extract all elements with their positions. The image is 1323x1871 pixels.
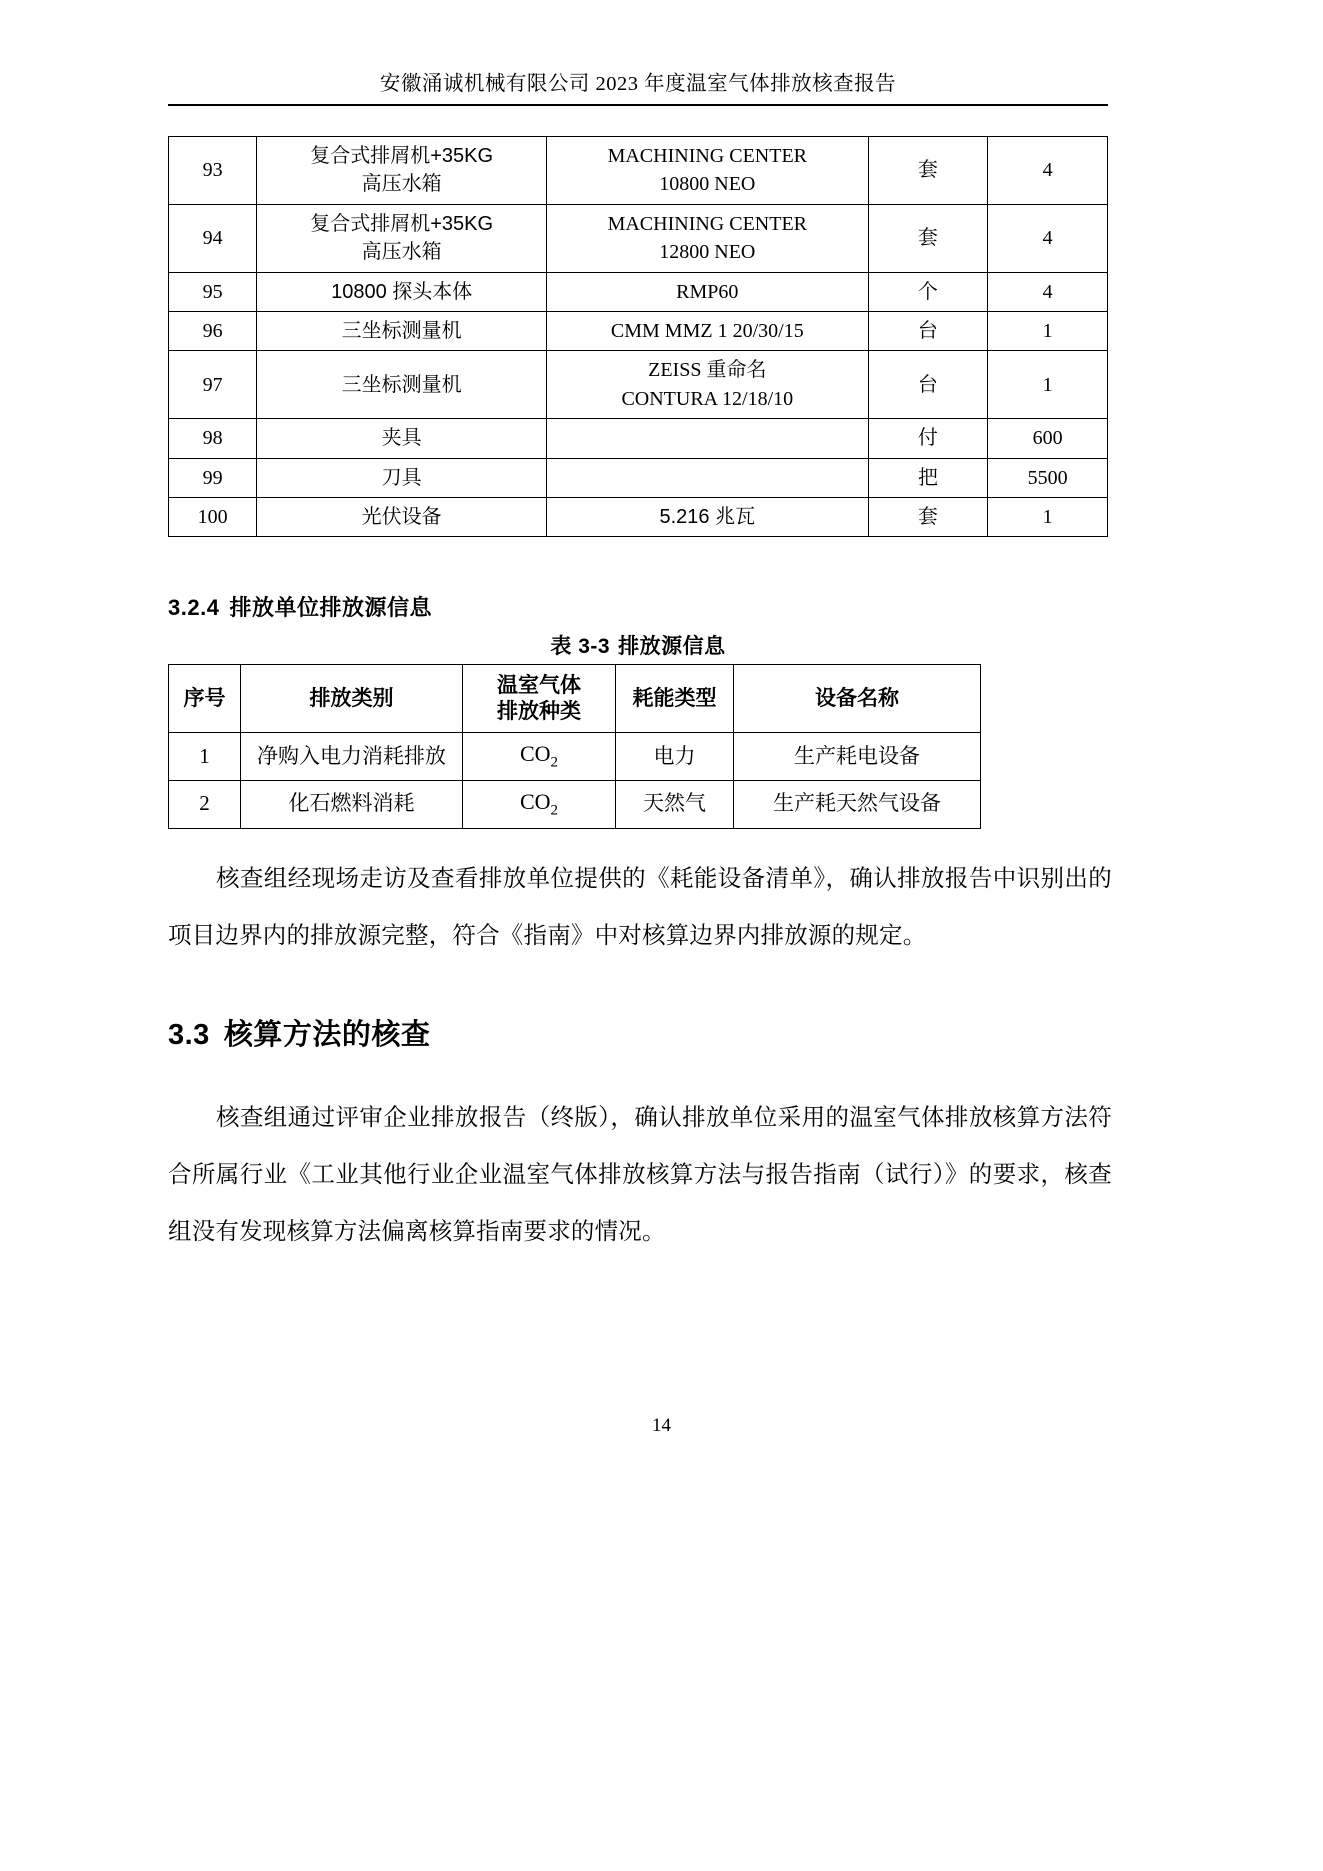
- source-energy: 电力: [616, 733, 734, 781]
- equip-model-line1: MACHINING CENTER: [607, 145, 808, 167]
- equip-name: [257, 137, 547, 205]
- source-no: 2: [169, 780, 241, 828]
- table-row: [169, 733, 981, 781]
- equipment-table-container: [168, 136, 1108, 537]
- equip-model-line1: ZEISS 重命名: [648, 359, 767, 382]
- section-title: 排放单位排放源信息: [229, 595, 432, 620]
- equip-model: [547, 137, 868, 205]
- source-gas: [463, 780, 616, 828]
- table-caption-title: 排放源信息: [618, 635, 726, 658]
- equip-model-line1: MACHINING CENTER: [607, 212, 808, 235]
- col-header-energy: 耗能类型: [616, 665, 734, 733]
- equip-qty: 1: [988, 497, 1108, 536]
- equip-model-line2: 12800 NEO: [659, 241, 756, 264]
- equip-name-line1: 复合式排屑机+35KG: [310, 212, 494, 235]
- equip-name: 光伏设备: [257, 497, 547, 536]
- equip-name: 10800 探头本体: [257, 272, 547, 311]
- source-category: 化石燃料消耗: [241, 780, 463, 828]
- equip-name: [257, 204, 547, 272]
- running-header-title: 安徽涌诚机械有限公司 2023 年度温室气体排放核查报告: [379, 73, 897, 95]
- emission-source-table-container: [168, 664, 981, 829]
- equip-name: 三坐标测量机: [257, 311, 547, 350]
- equip-no: 98: [169, 419, 257, 458]
- source-gas-subscript: 2: [550, 754, 559, 771]
- table-row: [169, 458, 1108, 497]
- section-heading-3-2-4: [168, 591, 432, 622]
- col-header-gas: [463, 665, 616, 733]
- paragraph-emission-source-review: 核查组经现场走访及查看排放单位提供的《耗能设备清单》，确认排放报告中识别出的项目边界内的排放源完整，符合《指南》中对核算边界内排放源的规定。: [168, 864, 1112, 948]
- equip-name: 刀具: [257, 458, 547, 497]
- col-header-gas-line2: 排放种类: [497, 699, 581, 723]
- equip-model-line2: 10800 NEO: [659, 173, 756, 196]
- equip-name-line1: 复合式排屑机+35KG: [310, 145, 494, 167]
- table-row: [169, 272, 1108, 311]
- section-title: 核算方法的核查: [223, 1019, 431, 1051]
- equip-qty: 4: [988, 204, 1108, 272]
- equipment-table: [168, 136, 1108, 537]
- table-row: [169, 497, 1108, 536]
- equip-model: [547, 351, 868, 419]
- source-gas-formula: CO: [519, 741, 551, 767]
- equip-model: [547, 204, 868, 272]
- running-header: [168, 72, 1108, 106]
- source-energy: 天然气: [616, 780, 734, 828]
- equip-qty: 1: [988, 311, 1108, 350]
- equip-no: 94: [169, 204, 257, 272]
- equip-name-line2: 高压水箱: [361, 241, 442, 264]
- table-row: [169, 311, 1108, 350]
- equip-unit: 台: [868, 311, 988, 350]
- col-header-gas-line1: 温室气体: [497, 674, 581, 697]
- col-header-device: 设备名称: [734, 665, 981, 733]
- equip-unit: 台: [868, 351, 988, 419]
- equip-qty: 5500: [988, 458, 1108, 497]
- section-heading-3-3: [168, 1012, 430, 1053]
- table-header-row: [169, 665, 981, 733]
- equip-model: RMP60: [547, 272, 868, 311]
- equip-qty: 4: [988, 272, 1108, 311]
- equip-no: 96: [169, 311, 257, 350]
- equip-qty: 1: [988, 351, 1108, 419]
- source-category: 净购入电力消耗排放: [241, 733, 463, 781]
- table-row: [169, 204, 1108, 272]
- equip-no: 100: [169, 497, 257, 536]
- source-gas: [463, 733, 616, 781]
- col-header-category: 排放类别: [241, 665, 463, 733]
- equip-name: 三坐标测量机: [257, 351, 547, 419]
- equip-name-line2: 高压水箱: [361, 173, 442, 196]
- equip-no: 97: [169, 351, 257, 419]
- paragraph-method-review: 核查组通过评审企业排放报告（终版），确认排放单位采用的温室气体排放核算方法符合所属行业《工业其他行业企业温室气体排放核算方法与报告指南（试行）》的要求，核查组没有发现核算方法偏离核算指南要求的情况。: [168, 1103, 1112, 1244]
- equip-model: CMM MMZ 1 20/30/15: [547, 311, 868, 350]
- source-device: 生产耗电设备: [734, 733, 981, 781]
- equip-model-line2: CONTURA 12/18/10: [621, 387, 794, 410]
- source-no: 1: [169, 733, 241, 781]
- table-row: [169, 780, 981, 828]
- equip-model: [547, 458, 868, 497]
- table-row: [169, 351, 1108, 419]
- equip-unit: 把: [868, 458, 988, 497]
- equip-unit: 个: [868, 272, 988, 311]
- table-caption-number: 表 3-3: [550, 635, 611, 658]
- table-row: [169, 419, 1108, 458]
- source-gas-formula: CO: [519, 788, 551, 814]
- page-number: 14: [652, 1415, 671, 1436]
- section-number: 3.3: [168, 1019, 210, 1051]
- equip-no: 95: [169, 272, 257, 311]
- equip-qty: 600: [988, 419, 1108, 458]
- equip-unit: 套: [868, 137, 988, 205]
- emission-source-table: [168, 664, 981, 829]
- equip-no: 93: [169, 137, 257, 205]
- equip-model: 5.216 兆瓦: [547, 497, 868, 536]
- table-caption-3-3: [168, 630, 1108, 660]
- equip-unit: 套: [868, 497, 988, 536]
- section-number: 3.2.4: [168, 595, 220, 620]
- equip-unit: 套: [868, 204, 988, 272]
- col-header-no: 序号: [169, 665, 241, 733]
- table-row: [169, 137, 1108, 205]
- equip-qty: 4: [988, 137, 1108, 205]
- source-device: 生产耗天然气设备: [734, 780, 981, 828]
- header-divider: [168, 104, 1108, 106]
- equip-unit: 付: [868, 419, 988, 458]
- equip-model: [547, 419, 868, 458]
- source-gas-subscript: 2: [550, 802, 559, 819]
- equip-name: 夹具: [257, 419, 547, 458]
- equip-no: 99: [169, 458, 257, 497]
